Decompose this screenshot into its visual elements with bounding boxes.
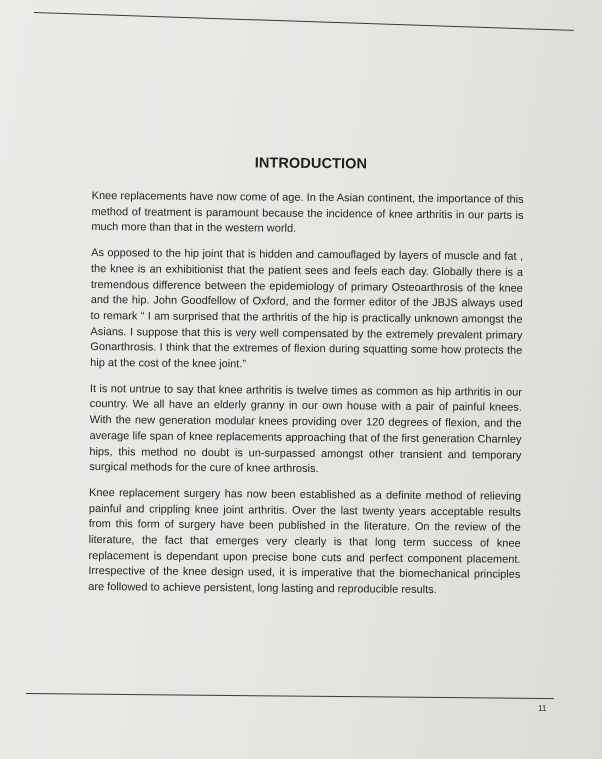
bottom-rule bbox=[26, 693, 554, 699]
page-number: 11 bbox=[538, 704, 547, 713]
paragraph-4: Knee replacement surgery has now been established as a definite method of relieving painful and crippling knee joint arthritis. Over the last twenty years acceptable results from this form of surgery have been published in the literature. On the review of the literature, the fact that emerges very clearly is that long term success of knee replacement is dependant upon precise bone cuts and perfect component placement. Irrespective of the knee design used, it is imperative that the biomechanical principles are followed to achieve persistent, long lasting and reproducible results. bbox=[88, 486, 522, 597]
section-heading: INTRODUCTION bbox=[254, 155, 368, 173]
paragraph-2: As opposed to the hip joint that is hidden and camouflaged by layers of muscle and fat , the knee is an exhibitionist that the patient sees and feels each day. Globally there is a tremendous difference between the epidemiology of primary Osteoarthrosis of the knee and the hip. John Goodfellow of Oxford, and the former editor of the JBJS always used to remark “ I am surprised that the arthritis of the hip is practically unknown amongst the Asians. I suppose that this is very well compensated by the extremely prevalent primary Gonarthrosis. I think that the extremes of flexion during squatting some how protects the hip at the cost of the knee joint.” bbox=[90, 247, 524, 371]
top-rule bbox=[34, 12, 574, 31]
paragraph-1: Knee replacements have now come of age. In the Asian continent, the importance of this method of treatment is paramount because the incidence of knee arthritis in our parts is much more than that in the western world. bbox=[91, 189, 524, 236]
page-content bbox=[88, 154, 524, 610]
paragraph-3: It is not untrue to say that knee arthritis is twelve times as common as hip arthritis in our country. We all have an elderly granny in our own house with a pair of painful knees. With the new generation modular knees providing over 120 degrees of flexion, and the average life span of knee replacements approaching that of the first generation Charnley hips, this method no doubt is un-surpassed amongst other transient and temporary surgical methods for the cure of knee arthrosis. bbox=[89, 382, 522, 476]
